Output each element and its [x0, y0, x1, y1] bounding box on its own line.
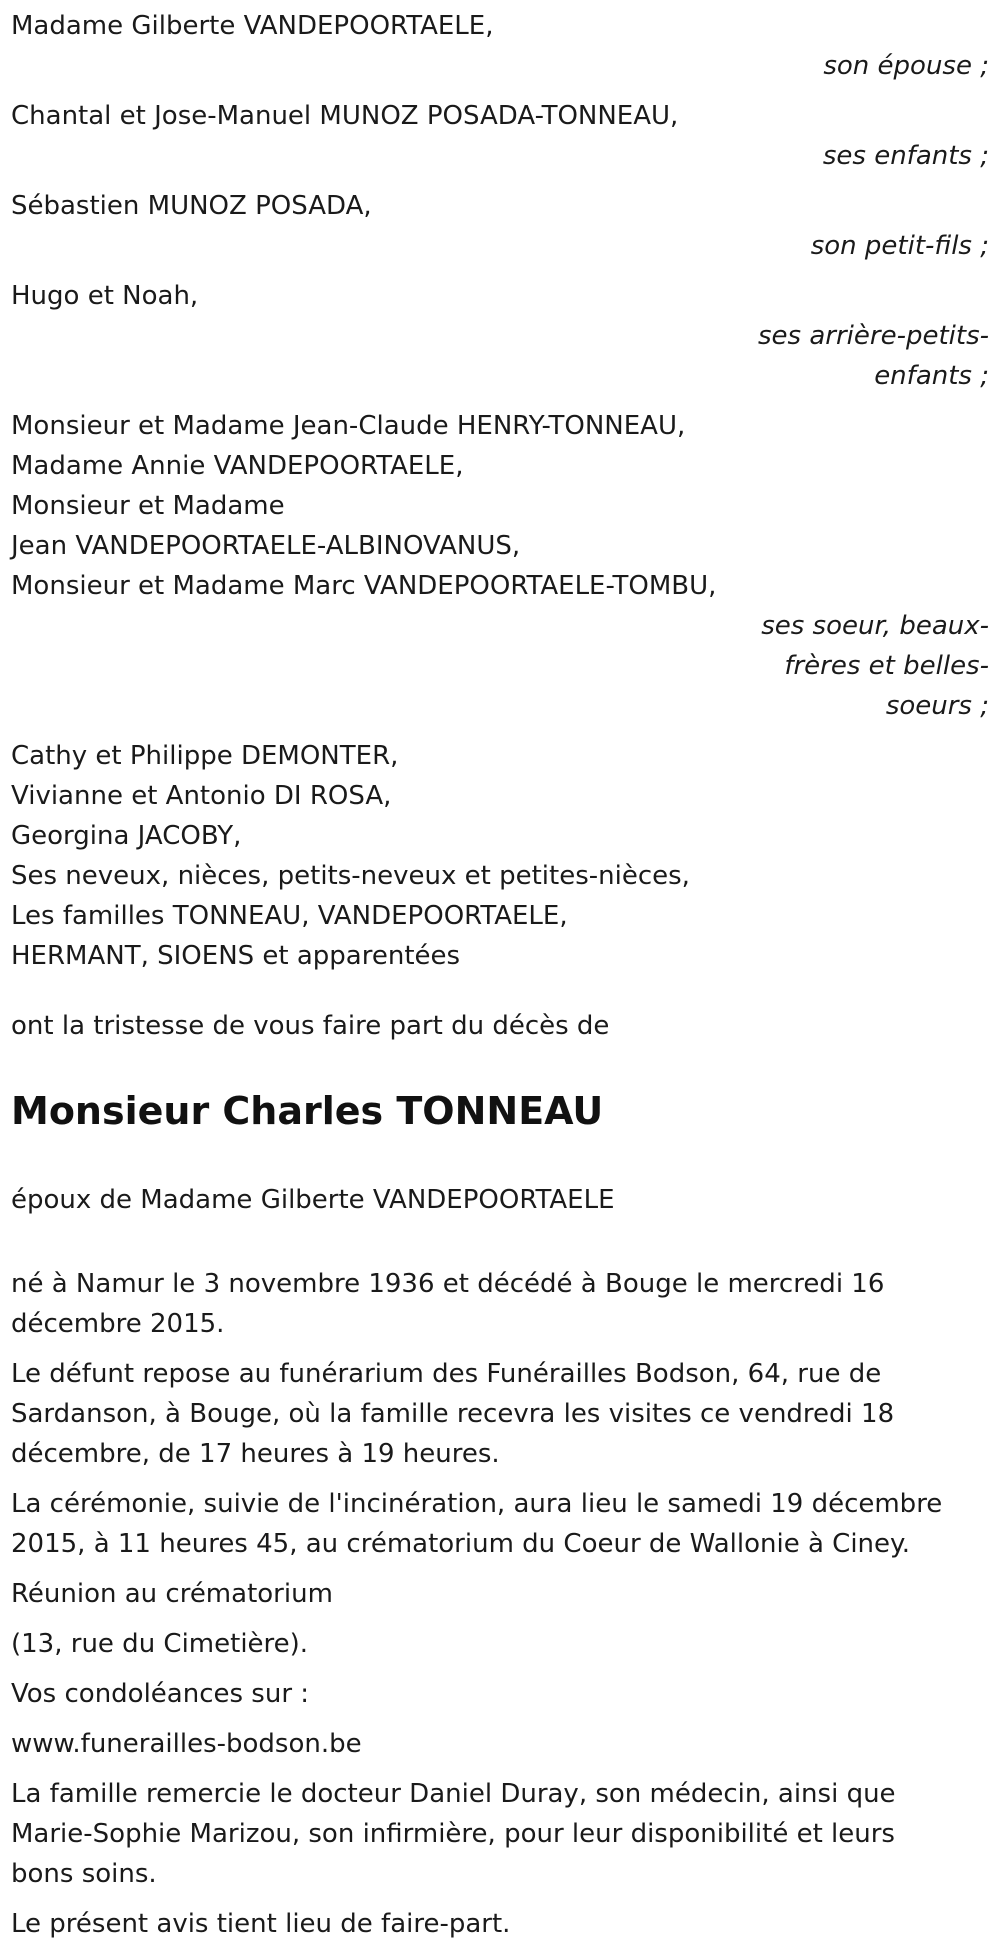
closing-note: Le présent avis tient lieu de faire-part.: [11, 1909, 511, 1939]
spouse-line: époux de Madame Gilberte VANDEPOORTAELE: [11, 1185, 615, 1215]
relation-label: ses enfants ;: [822, 141, 989, 171]
family-group-extended: [11, 736, 989, 976]
family-group-grandson: [11, 186, 989, 266]
relation-label: son petit-fils ;: [810, 231, 989, 261]
relation-label: ses arrière-petits- enfants ;: [758, 321, 989, 391]
family-name-line: Hugo et Noah,: [11, 281, 199, 311]
family-name-line: Jean VANDEPOORTAELE-ALBINOVANUS,: [11, 531, 521, 561]
family-name-line: Les familles TONNEAU, VANDEPOORTAELE,: [11, 901, 568, 931]
family-name-line: Madame Gilberte VANDEPOORTAELE,: [11, 11, 494, 41]
family-group-children: [11, 96, 989, 176]
deceased-name: Monsieur Charles TONNEAU: [11, 1089, 604, 1133]
family-name-line: Madame Annie VANDEPOORTAELE,: [11, 451, 464, 481]
family-name-line: Cathy et Philippe DEMONTER,: [11, 741, 399, 771]
family-name-line: Ses neveux, nièces, petits-neveux et petites-nièces,: [11, 861, 690, 891]
ceremony-paragraph: La cérémonie, suivie de l'incinération, aura lieu le samedi 19 décembre 2015, à 11 heures 45, au crématorium du Coeur de Wallonie à Ciney.: [11, 1489, 943, 1559]
family-group-spouse: [11, 6, 989, 86]
family-group-siblings-in-law: [11, 406, 989, 726]
family-group-great-grandchildren: [11, 276, 989, 396]
birth-death-paragraph: né à Namur le 3 novembre 1936 et décédé à Bouge le mercredi 16 décembre 2015.: [11, 1269, 885, 1339]
family-name-line: Monsieur et Madame Jean-Claude HENRY-TONNEAU,: [11, 411, 686, 441]
family-name-line: Georgina JACOBY,: [11, 821, 242, 851]
relation-label: son épouse ;: [823, 51, 989, 81]
announcement-text: ont la tristesse de vous faire part du décès de: [11, 1011, 610, 1041]
meeting-paragraph: Réunion au crématorium: [11, 1579, 333, 1609]
address-paragraph: (13, rue du Cimetière).: [11, 1629, 309, 1659]
website-link[interactable]: www.funerailles-bodson.be: [11, 1729, 362, 1759]
condolences-paragraph: Vos condoléances sur :: [11, 1679, 310, 1709]
family-name-line: Sébastien MUNOZ POSADA,: [11, 191, 372, 221]
family-name-line: HERMANT, SIOENS et apparentées: [11, 941, 461, 971]
family-name-line: Vivianne et Antonio DI ROSA,: [11, 781, 392, 811]
family-name-line: Chantal et Jose-Manuel MUNOZ POSADA-TONNEAU,: [11, 101, 679, 131]
relation-label: ses soeur, beaux- frères et belles- soeurs ;: [761, 611, 989, 721]
family-name-line: Monsieur et Madame: [11, 491, 285, 521]
family-name-line: Monsieur et Madame Marc VANDEPOORTAELE-TOMBU,: [11, 571, 717, 601]
thanks-paragraph: La famille remercie le docteur Daniel Duray, son médecin, ainsi que Marie-Sophie Marizou, son infirmière, pour leur disponibilité et leurs bons soins.: [11, 1779, 896, 1889]
funerarium-paragraph: Le défunt repose au funérarium des Funérailles Bodson, 64, rue de Sardanson, à Bouge, où la famille recevra les visites ce vendredi 18 décembre, de 17 heures à 19 heures.: [11, 1359, 895, 1469]
